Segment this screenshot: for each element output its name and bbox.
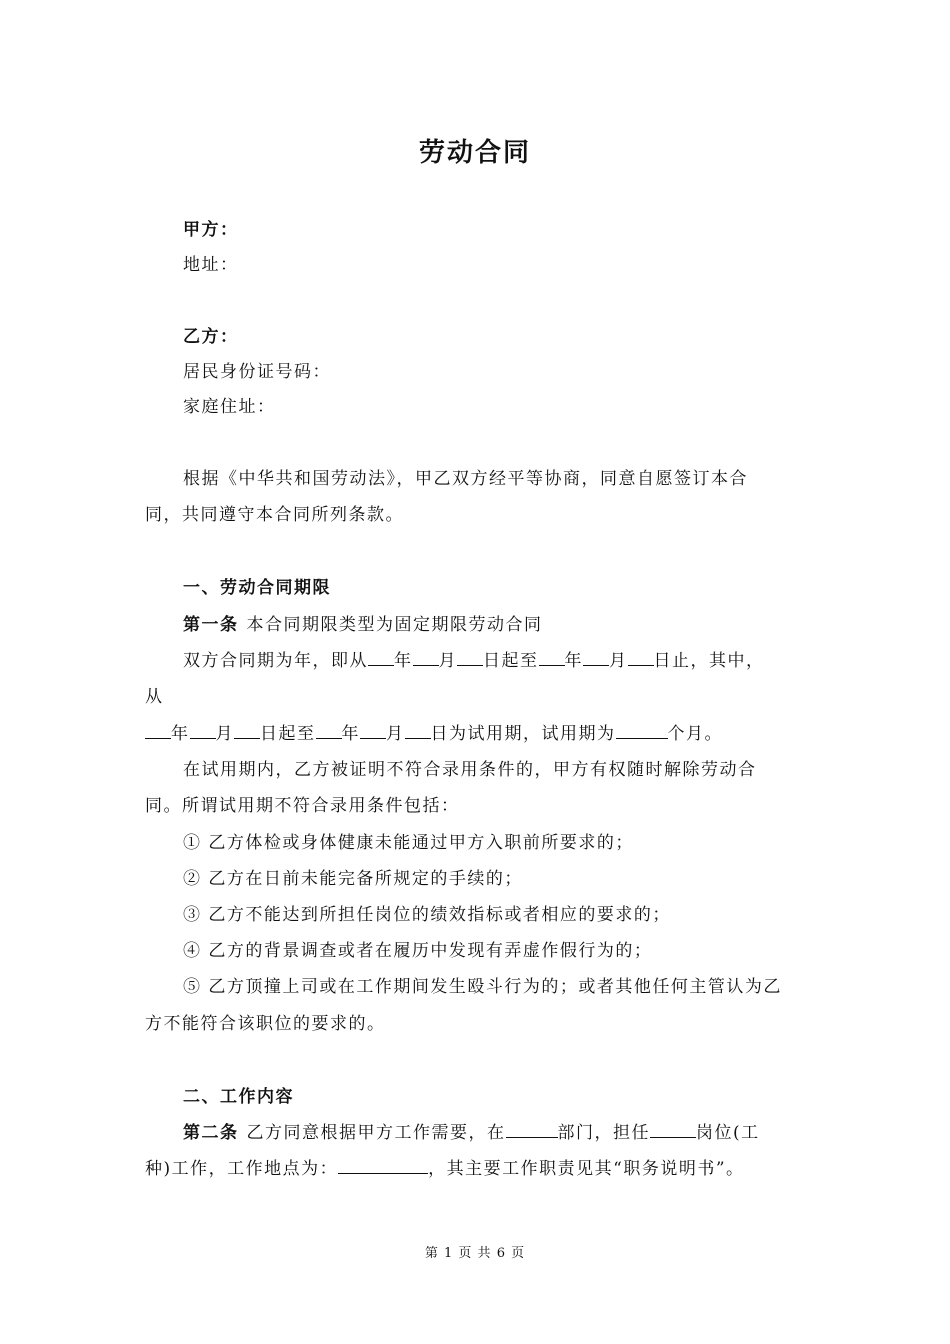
condition-item-continued: 方不能符合该职位的要求的。 (145, 1014, 386, 1034)
probation-line-1: 在试用期内，乙方被证明不符合录用条件的，甲方有权随时解除劳动合 (183, 760, 757, 780)
condition-item: ③ 乙方不能达到所担任岗位的绩效指标或者相应的要求的； (183, 905, 671, 925)
article-1-label: 第一条 (183, 615, 239, 635)
preamble-line-2: 同，共同遵守本合同所列条款。 (145, 505, 404, 525)
blank-field[interactable] (338, 1157, 428, 1174)
blank-field[interactable] (616, 722, 668, 739)
blank-field[interactable] (413, 649, 439, 666)
section-2-heading: 二、工作内容 (183, 1087, 294, 1107)
page-number: 第 1 页 共 6 页 (424, 1246, 526, 1261)
blank-field[interactable] (360, 722, 386, 739)
article-2-line-1: 第二条 乙方同意根据甲方工作需要，在 部门，担任 岗位(工 (183, 1123, 760, 1143)
section-1-heading: 一、劳动合同期限 (183, 578, 331, 598)
blank-field[interactable] (316, 722, 342, 739)
party-b-id-label: 居民身份证号码： (183, 362, 331, 382)
blank-field[interactable] (539, 649, 565, 666)
article-2-label: 第二条 (183, 1123, 239, 1143)
probation-line-2: 同。所谓试用期不符合录用条件包括： (145, 796, 460, 816)
condition-item: ④ 乙方的背景调查或者在履历中发现有弄虚作假行为的； (183, 941, 653, 961)
document-title: 劳动合同 (418, 138, 531, 168)
party-a-label: 甲方： (183, 220, 239, 240)
blank-field[interactable] (368, 649, 394, 666)
blank-field[interactable] (650, 1121, 696, 1138)
preamble-line-1: 根据《中华共和国劳动法》，甲乙双方经平等协商，同意自愿签订本合 (183, 469, 748, 489)
article-1 (183, 613, 848, 637)
blank-field[interactable] (405, 722, 431, 739)
blank-field[interactable] (145, 722, 171, 739)
blank-field[interactable] (628, 649, 654, 666)
party-b-label: 乙方： (183, 327, 239, 347)
contract-term-line: 双方合同期为年，即从 年 月 日起至 年 月 日止，其中， (183, 651, 765, 671)
article-1-text: 本合同期限类型为固定期限劳动合同 (246, 615, 543, 635)
blank-field[interactable] (583, 649, 609, 666)
condition-item: ② 乙方在日前未能完备所规定的手续的； (183, 869, 523, 889)
blank-field[interactable] (190, 722, 216, 739)
party-b-home-label: 家庭住址： (183, 397, 276, 417)
condition-item: ① 乙方体检或身体健康未能通过甲方入职前所要求的； (183, 833, 634, 853)
probation-term-line: 年 月 日起至 年 月 日为试用期，试用期为 个月。 (145, 722, 810, 746)
blank-field[interactable] (506, 1121, 558, 1138)
condition-item: ⑤ 乙方顶撞上司或在工作期间发生殴斗行为的；或者其他任何主管认为乙 (183, 977, 782, 997)
article-2-line-2: 种)工作，工作地点为： ，其主要工作职责见其“职务说明书”。 (145, 1159, 745, 1179)
party-a-address-label: 地址： (183, 255, 239, 275)
blank-field[interactable] (457, 649, 483, 666)
term-intro: 双方合同期为年，即从 (183, 651, 368, 671)
term-from: 从 (145, 687, 164, 707)
blank-field[interactable] (234, 722, 260, 739)
